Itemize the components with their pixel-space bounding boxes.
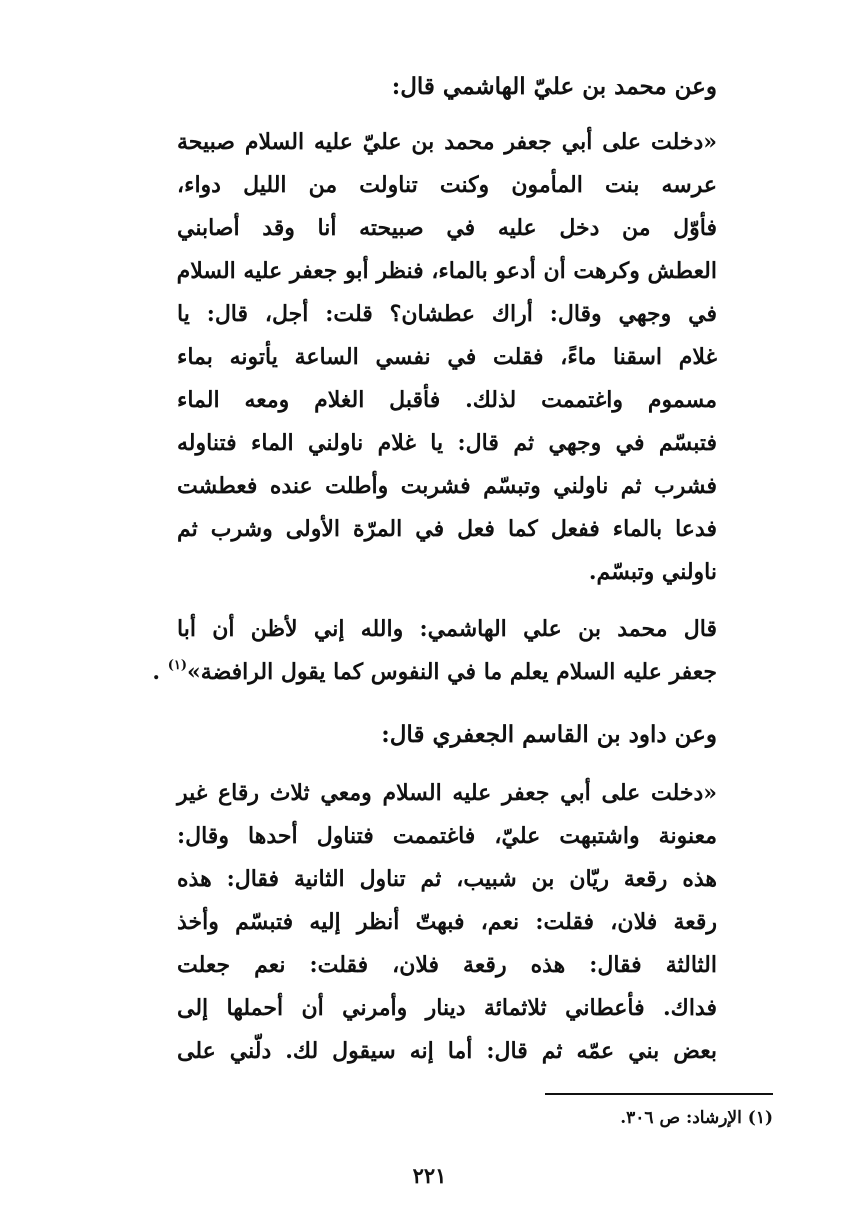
quote-hashimi-comment: [152, 608, 717, 694]
text-line: فشرب ثم ناولني وتبسّم فشربت وأطلت عنده فعطشت: [177, 473, 717, 499]
text-line: فتبسّم في وجهي ثم قال: يا غلام ناولني الماء فتناوله: [177, 430, 717, 456]
text-line: فدعا بالماء ففعل كما فعل في المرّة الأولى وشرب ثم: [177, 516, 717, 542]
text-line: غلام اسقنا ماءً، فقلت في نفسي الساعة يأتونه بماء: [177, 344, 717, 370]
quote-hashimi: [177, 121, 717, 594]
text-line: الثالثة فقال: هذه رقعة فلان، فقلت: نعم جعلت: [177, 952, 717, 978]
text-line: رقعة فلان، فقلت: نعم، فبهتّ أنظر إليه فتبسّم وأخذ: [177, 909, 717, 935]
footnote-divider: [545, 1093, 773, 1095]
text-line: قال محمد بن علي الهاشمي: والله إني لأظن أن أبا: [177, 616, 717, 642]
text-line: «دخلت على أبي جعفر عليه السلام ومعي ثلاث رقاع غير: [177, 780, 717, 806]
text-line: معنونة واشتبهت عليّ، فاغتممت فتناول أحدها وقال:: [177, 823, 717, 849]
text-line: عرسه بنت المأمون وكنت تناولت من الليل دواء،: [177, 172, 717, 198]
page-number: ٢٢١: [412, 1163, 447, 1188]
text-line-content: جعفر عليه السلام يعلم ما في النفوس كما يقول الرافضة»: [187, 659, 717, 685]
text-line: «دخلت على أبي جعفر محمد بن عليّ عليه السلام صبيحة: [177, 129, 717, 155]
text-line: فداك. فأعطاني ثلاثمائة دينار وأمرني أن أحملها إلى: [177, 995, 717, 1021]
text-line: مسموم واغتممت لذلك. فأقبل الغلام ومعه الماء: [177, 387, 717, 413]
footnote: (١) الإرشاد: ص ٣٠٦.: [620, 1108, 773, 1128]
intro-jaafari: وعن داود بن القاسم الجعفري قال:: [381, 721, 717, 748]
text-line: ناولني وتبسّم.: [588, 559, 717, 585]
intro-hashimi: وعن محمد بن عليّ الهاشمي قال:: [391, 73, 717, 100]
text-line: هذه رقعة ريّان بن شبيب، ثم تناول الثانية فقال: هذه: [177, 866, 717, 892]
quote-jaafari: [177, 772, 717, 1073]
text-line: العطش وكرهت أن أدعو بالماء، فنظر أبو جعفر عليه السلام: [176, 258, 717, 284]
footnote-reference[interactable]: (١): [167, 658, 188, 673]
text-line: بعض بني عمّه ثم قال: أما إنه سيقول لك. دلّني على: [177, 1038, 717, 1064]
text-line: فأوّل من دخل عليه في صبيحته أنا وقد أصابني: [177, 215, 717, 241]
text-line: جعفر عليه السلام يعلم ما في النفوس كما يقول الرافضة»$^{(١)}$ .: [152, 658, 717, 685]
text-line: في وجهي وقال: أراك عطشان؟ قلت: أجل، قال: يا: [177, 301, 717, 327]
